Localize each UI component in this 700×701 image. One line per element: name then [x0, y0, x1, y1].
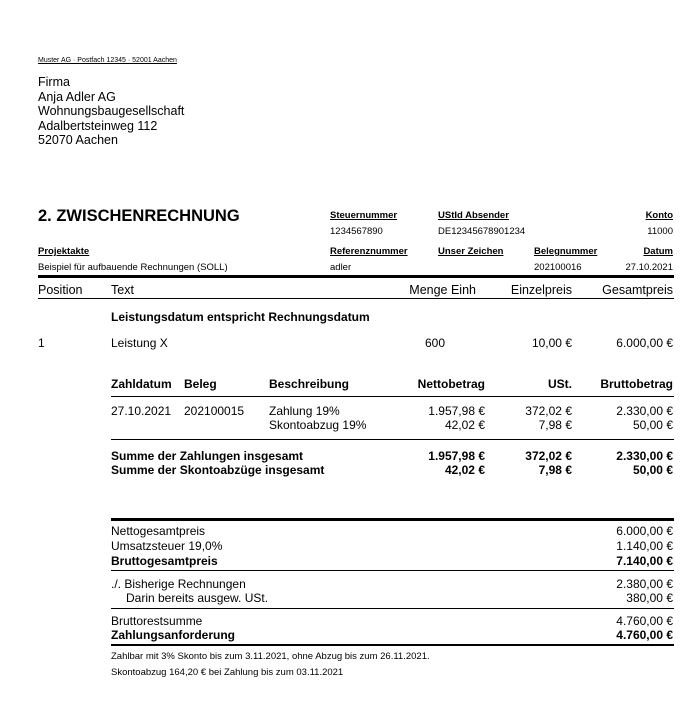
ustid-label: UStId Absender [438, 210, 509, 221]
item-position: 1 [38, 336, 45, 350]
payment-row-2-brutto: 50,00 € [632, 418, 673, 432]
ust-total-label: Umsatzsteuer 19,0% [111, 539, 223, 553]
unser-zeichen-label: Unser Zeichen [438, 246, 504, 257]
sum-payments-label: Summe der Zahlungen insgesamt [111, 449, 304, 463]
payment-row-1-netto: 1.957,98 € [428, 404, 485, 418]
pay-col-brutto: Bruttobetrag [600, 377, 673, 391]
pay-col-beschreibung: Beschreibung [269, 377, 350, 391]
col-position: Position [38, 283, 83, 297]
brutto-total-label: Bruttogesamtpreis [111, 554, 218, 568]
ustid-value: DE12345678901234 [438, 226, 526, 237]
col-einzelpreis: Einzelpreis [510, 283, 572, 297]
skonto-note: Skontoabzug 164,20 € bei Zahlung bis zum 03.11.2021 [111, 667, 344, 678]
totals-bottom-rule [111, 644, 674, 646]
datum-value: 27.10.2021 [625, 262, 673, 273]
col-gesamtpreis: Gesamtpreis [602, 283, 673, 297]
sum-payments-netto: 1.957,98 € [428, 449, 485, 463]
col-text: Text [111, 283, 134, 297]
belegnummer-label: Belegnummer [534, 246, 598, 257]
payment-row-1-beleg: 202100015 [184, 404, 245, 418]
bisherige-label: ./. Bisherige Rechnungen [111, 577, 246, 591]
sum-skonto-netto: 42,02 € [444, 463, 485, 477]
bisherige-value: 2.380,00 € [616, 577, 673, 591]
projektakte-value: Beispiel für aufbauende Rechnungen (SOLL) [38, 262, 228, 273]
leistungsdatum-note: Leistungsdatum entspricht Rechnungsdatum [111, 310, 370, 324]
zahlungsanforderung-value: 4.760,00 € [616, 628, 673, 642]
netto-total-label: Nettogesamtpreis [111, 524, 206, 538]
item-gesamtpreis: 6.000,00 € [616, 336, 673, 350]
recipient-line-4: Adalbertsteinweg 112 [38, 118, 158, 133]
sender-line: Muster AG · Postfach 12345 · 52001 Aachen [38, 57, 177, 64]
payment-row-1-beschreibung: Zahlung 19% [269, 404, 340, 418]
pay-col-beleg: Beleg [184, 377, 217, 391]
payment-row-2-netto: 42,02 € [444, 418, 485, 432]
brutto-total-value: 7.140,00 € [616, 554, 673, 568]
totals-mid-rule [111, 570, 674, 571]
payments-header-rule [111, 396, 674, 397]
payments-sum-rule [111, 439, 674, 440]
recipient-line-2: Anja Adler AG [38, 89, 116, 104]
datum-label: Datum [643, 246, 673, 257]
steuernummer-value: 1234567890 [330, 226, 383, 237]
sum-payments-brutto: 2.330,00 € [616, 449, 673, 463]
pay-col-netto: Nettobetrag [417, 377, 485, 391]
recipient-line-5: 52070 Aachen [38, 133, 118, 147]
projektakte-label: Projektakte [38, 246, 90, 257]
sum-payments-ust: 372,02 € [525, 449, 572, 463]
payment-row-2-ust: 7,98 € [538, 418, 572, 432]
item-text: Leistung X [111, 336, 168, 350]
invoice-title: 2. ZWISCHENRECHNUNG [38, 207, 240, 225]
recipient-line-1: Firma [38, 75, 70, 89]
payment-row-1-zahldatum: 27.10.2021 [111, 404, 172, 418]
referenznummer-value: adler [330, 262, 352, 273]
belegnummer-value: 202100016 [534, 262, 582, 273]
konto-label: Konto [645, 210, 673, 221]
konto-value: 11000 [647, 226, 673, 237]
payment-terms-note: Zahlbar mit 3% Skonto bis zum 3.11.2021, ohne Abzug bis zum 26.11.2021. [111, 651, 430, 662]
payment-row-1-brutto: 2.330,00 € [616, 404, 673, 418]
pay-col-ust: USt. [548, 377, 572, 391]
steuernummer-label: Steuernummer [330, 210, 398, 221]
sum-skonto-brutto: 50,00 € [632, 463, 673, 477]
sum-skonto-label: Summe der Skontoabzüge insgesamt [111, 463, 325, 477]
restsumme-label: Bruttorestsumme [111, 614, 203, 628]
darin-ust-label: Darin bereits ausgew. USt. [126, 591, 269, 605]
header-top-rule [38, 275, 674, 278]
totals-top-rule [111, 518, 674, 521]
referenznummer-label: Referenznummer [330, 246, 408, 257]
payment-row-1-ust: 372,02 € [525, 404, 572, 418]
recipient-line-3: Wohnungsbaugesellschaft [38, 104, 185, 118]
netto-total-value: 6.000,00 € [616, 524, 673, 538]
item-einzelpreis: 10,00 € [531, 336, 572, 350]
totals-rest-rule [111, 608, 674, 609]
pay-col-zahldatum: Zahldatum [111, 377, 172, 391]
zahlungsanforderung-label: Zahlungsanforderung [111, 628, 235, 642]
item-menge: 600 [424, 336, 445, 350]
sum-skonto-ust: 7,98 € [538, 463, 572, 477]
header-bottom-rule [38, 298, 674, 299]
col-menge: Menge Einh [409, 283, 476, 297]
ust-total-value: 1.140,00 € [616, 539, 673, 553]
darin-ust-value: 380,00 € [626, 591, 673, 605]
restsumme-value: 4.760,00 € [616, 614, 673, 628]
payment-row-2-beschreibung: Skontoabzug 19% [269, 418, 367, 432]
